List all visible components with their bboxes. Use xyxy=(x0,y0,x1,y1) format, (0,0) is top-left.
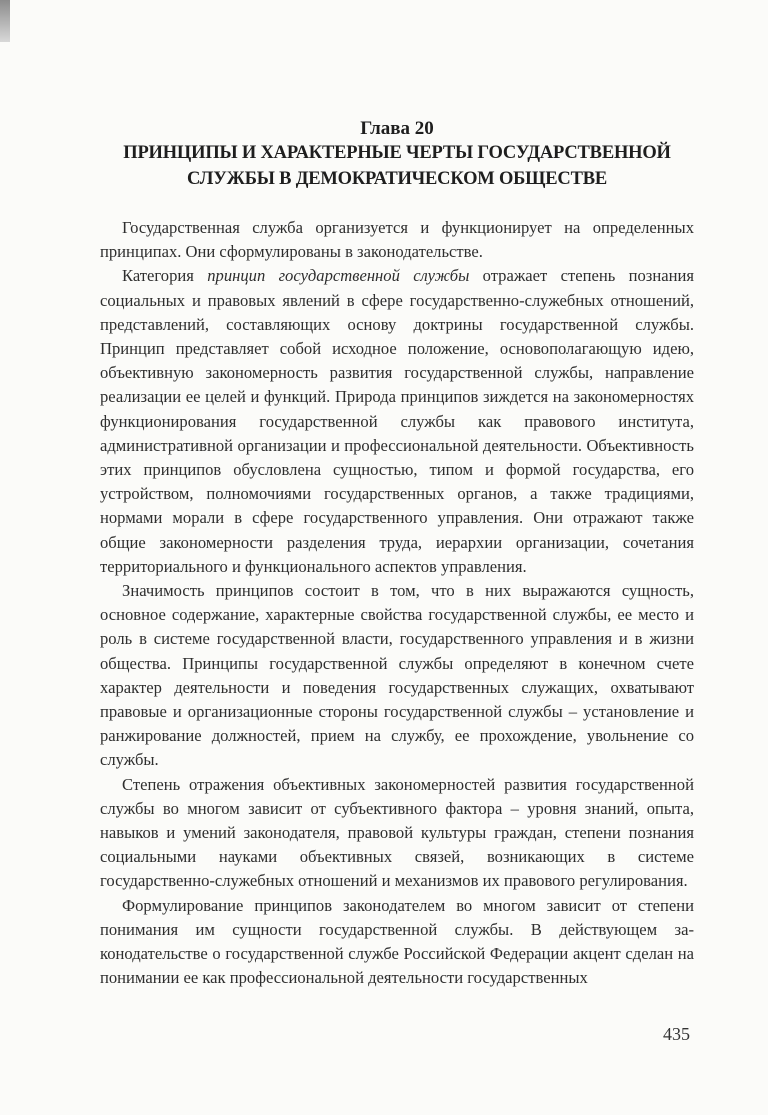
paragraph-4: Степень отражения объективных закономерностей развития государственной службы во многом зависит от субъективного фактора – уровня знаний, опыта, навыков и умений законодателя, правовой культуры граждан, степени познания социальными науками объективных связей, возникающих в системе государственно-служебных отношений и механизмов их правового регулирования. xyxy=(100,774,694,891)
chapter-body xyxy=(100,216,694,991)
paragraph-1: Государственная служба организуется и функционирует на определенных принципах. Они сформулированы в законодательстве. xyxy=(100,218,694,262)
paragraph-5: Формулирование принципов законодателем во многом зависит от степени понимания им сущности государственной службы. В действующем законодательстве о государственной службе Российской Федерации акцент сделан на понимании ее как профессиональной деятельности государственных xyxy=(100,895,694,988)
book-page xyxy=(100,118,694,991)
paragraph-3: Значимость принципов состоит в том, что в них выражаются сущность, основное содержание, характерные свойства государственной службы, ее место и роль в системе государственной власти, государственного управления и в жизни общества. Принципы государственной службы определяют в конечном счете характер деятельности и поведения государственных служащих, охватывают правовые и организационные стороны государственной службы – установление и ранжирование должностей, прием на службу, ее прохождение, увольнение со службы. xyxy=(100,581,694,770)
chapter-label: Глава 20 xyxy=(360,118,434,139)
paragraph-2-rest: отражает степень познания социальных и правовых явлений в сфере государственно-служебных отношений, представлений, составляющих основу доктрины государственной службы. Принцип представляет собой исходное положение, основополагающую идею, объективную закономерность развития государственной службы, направление реализации ее целей и функций. Природа принципов зиждется на закономерностях функционирования государственной службы как правового института, административной организации и профессиональной деятельности. Объективность этих принципов обусловлена сущностью, типом и формой государства, его устройством, полномочиями государственных органов, а также традициями, нормами морали в сфере государственного управления. Они отражают также общие закономерности разделения труда, иерархии организации, сочетания территориального и функционального аспектов управления. xyxy=(100,266,694,576)
chapter-title-line-2: СЛУЖБЫ В ДЕМОКРАТИЧЕСКОМ ОБЩЕСТВЕ xyxy=(186,169,608,189)
scan-corner-shadow xyxy=(0,0,10,42)
paragraph-2 xyxy=(100,264,694,579)
page-number: 435 xyxy=(663,1024,690,1044)
chapter-title-line-1: ПРИНЦИПЫ И ХАРАКТЕРНЫЕ ЧЕРТЫ ГОСУДАРСТВЕННОЙ xyxy=(123,143,671,163)
paragraph-2-lead: Категория xyxy=(122,266,208,286)
term-principle-of-civil-service: принцип государственной службы xyxy=(207,266,470,286)
